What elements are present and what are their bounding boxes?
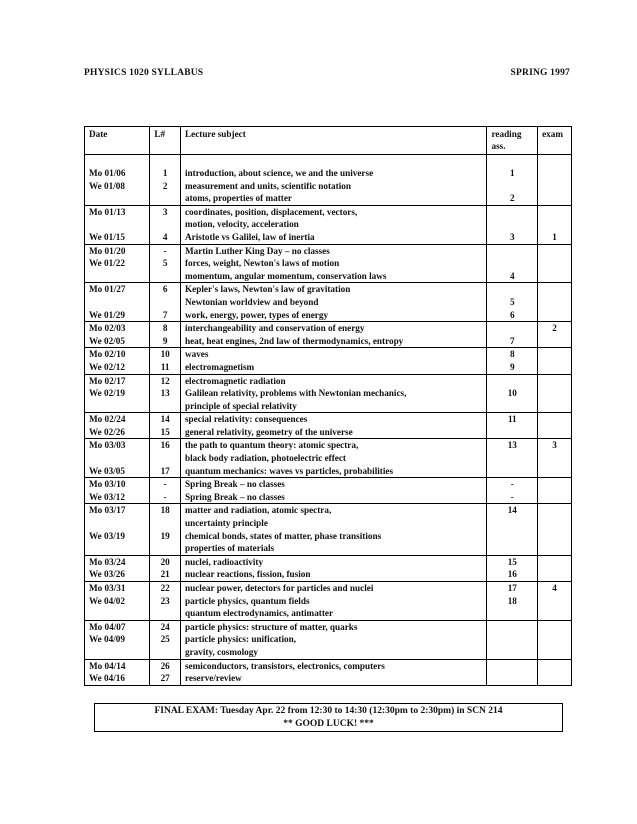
col-header-subject: Lecture subject — [180, 127, 487, 155]
reading-cell — [487, 620, 538, 633]
col-header-reading: reading ass. — [487, 127, 538, 155]
reading-cell: 9 — [487, 361, 538, 374]
table-row — [85, 270, 572, 283]
exam-cell — [538, 348, 572, 361]
exam-cell — [538, 192, 572, 205]
subject-cell: work, energy, power, types of energy — [180, 309, 487, 322]
lecture-number-cell: 20 — [150, 555, 181, 568]
col-header-date: Date — [85, 127, 150, 155]
subject-cell: atoms, properties of matter — [180, 192, 487, 205]
good-luck-message: ** GOOD LUCK! *** — [283, 718, 374, 729]
subject-cell: special relativity: consequences — [180, 413, 487, 426]
table-row — [85, 309, 572, 322]
table-row — [85, 620, 572, 633]
table-row — [85, 192, 572, 205]
date-cell: We 01/08 — [85, 180, 150, 193]
exam-cell — [538, 542, 572, 555]
lecture-number-cell — [150, 607, 181, 620]
subject-cell: electromagnetism — [180, 361, 487, 374]
date-cell: We 01/29 — [85, 309, 150, 322]
exam-cell — [538, 646, 572, 659]
reading-cell — [487, 465, 538, 478]
subject-cell: motion, velocity, acceleration — [180, 218, 487, 231]
reading-cell — [487, 283, 538, 296]
reading-cell: - — [487, 491, 538, 504]
reading-cell — [487, 672, 538, 685]
lecture-number-cell: 3 — [150, 205, 181, 218]
exam-cell — [538, 257, 572, 270]
date-cell: We 04/09 — [85, 633, 150, 646]
reading-cell — [487, 530, 538, 543]
date-cell: Mo 02/10 — [85, 348, 150, 361]
syllabus-table — [84, 126, 572, 686]
subject-cell: reserve/review — [180, 672, 487, 685]
exam-cell — [538, 491, 572, 504]
date-cell: Mo 03/31 — [85, 582, 150, 595]
lecture-number-cell: - — [150, 491, 181, 504]
table-row — [85, 465, 572, 478]
date-cell — [85, 542, 150, 555]
table-body — [85, 155, 572, 686]
date-cell: Mo 03/10 — [85, 478, 150, 491]
table-row — [85, 478, 572, 491]
subject-cell: principle of special relativity — [180, 400, 487, 413]
date-cell: Mo 04/07 — [85, 620, 150, 633]
exam-cell — [538, 568, 572, 581]
table-row — [85, 400, 572, 413]
reading-cell — [487, 257, 538, 270]
exam-cell — [538, 309, 572, 322]
lecture-number-cell: 21 — [150, 568, 181, 581]
final-exam-box — [94, 703, 563, 732]
exam-cell — [538, 426, 572, 439]
date-cell — [85, 452, 150, 465]
table-row — [85, 595, 572, 608]
lecture-number-cell — [150, 400, 181, 413]
subject-cell: coordinates, position, displacement, vectors, — [180, 205, 487, 218]
subject-cell: Spring Break – no classes — [180, 491, 487, 504]
subject-cell: gravity, cosmology — [180, 646, 487, 659]
table-row — [85, 387, 572, 400]
lecture-number-cell — [150, 192, 181, 205]
subject-cell: quantum mechanics: waves vs particles, probabilities — [180, 465, 487, 478]
date-cell: Mo 03/17 — [85, 504, 150, 517]
subject-cell: Newtonian worldview and beyond — [180, 296, 487, 309]
date-cell: We 03/19 — [85, 530, 150, 543]
exam-cell — [538, 413, 572, 426]
date-cell: We 02/12 — [85, 361, 150, 374]
reading-cell: 14 — [487, 504, 538, 517]
table-row — [85, 296, 572, 309]
table-row — [85, 504, 572, 517]
exam-cell: 2 — [538, 322, 572, 335]
subject-cell: particle physics: unification, — [180, 633, 487, 646]
table-row — [85, 607, 572, 620]
lecture-number-cell: - — [150, 244, 181, 257]
subject-cell: Aristotle vs Galilei, law of inertia — [180, 231, 487, 244]
date-cell: Mo 04/14 — [85, 659, 150, 672]
reading-cell — [487, 374, 538, 387]
lecture-number-cell: 18 — [150, 504, 181, 517]
subject-cell: measurement and units, scientific notation — [180, 180, 487, 193]
exam-cell — [538, 218, 572, 231]
subject-cell: introduction, about science, we and the universe — [180, 167, 487, 180]
date-cell: Mo 02/24 — [85, 413, 150, 426]
reading-cell: 5 — [487, 296, 538, 309]
table-row — [85, 348, 572, 361]
table-row — [85, 322, 572, 335]
table-row — [85, 335, 572, 348]
table-row — [85, 361, 572, 374]
lecture-number-cell: 7 — [150, 309, 181, 322]
date-cell: Mo 01/06 — [85, 167, 150, 180]
lecture-number-cell: 6 — [150, 283, 181, 296]
subject-cell: general relativity, geometry of the universe — [180, 426, 487, 439]
reading-cell — [487, 517, 538, 530]
semester-label: SPRING 1997 — [510, 68, 570, 78]
table-row — [85, 491, 572, 504]
date-cell: We 01/22 — [85, 257, 150, 270]
subject-cell: interchangeability and conservation of energy — [180, 322, 487, 335]
date-cell — [85, 270, 150, 283]
subject-cell: Martin Luther King Day – no classes — [180, 244, 487, 257]
date-cell: We 02/05 — [85, 335, 150, 348]
lecture-number-cell: 2 — [150, 180, 181, 193]
date-cell: We 03/05 — [85, 465, 150, 478]
subject-cell: Kepler's laws, Newton's law of gravitation — [180, 283, 487, 296]
lecture-number-cell: 16 — [150, 439, 181, 452]
subject-cell: nuclear power, detectors for particles and nuclei — [180, 582, 487, 595]
exam-cell — [538, 270, 572, 283]
lecture-number-cell — [150, 452, 181, 465]
table-row — [85, 205, 572, 218]
exam-cell — [538, 555, 572, 568]
exam-cell — [538, 296, 572, 309]
reading-cell: - — [487, 478, 538, 491]
subject-cell: nuclear reactions, fission, fusion — [180, 568, 487, 581]
lecture-number-cell — [150, 646, 181, 659]
reading-cell — [487, 218, 538, 231]
exam-cell — [538, 244, 572, 257]
col-header-lecture-number: L# — [150, 127, 181, 155]
table-row — [85, 517, 572, 530]
lecture-number-cell: 25 — [150, 633, 181, 646]
exam-cell — [538, 180, 572, 193]
lecture-number-cell: 4 — [150, 231, 181, 244]
table-row — [85, 672, 572, 685]
lecture-number-cell: 17 — [150, 465, 181, 478]
table-row — [85, 283, 572, 296]
spacer-row — [85, 155, 572, 168]
reading-cell: 16 — [487, 568, 538, 581]
reading-cell: 6 — [487, 309, 538, 322]
exam-cell — [538, 167, 572, 180]
reading-cell — [487, 607, 538, 620]
date-cell — [85, 218, 150, 231]
date-cell: We 04/16 — [85, 672, 150, 685]
exam-cell — [538, 374, 572, 387]
col-header-exam: exam — [538, 127, 572, 155]
subject-cell: Galilean relativity, problems with Newtonian mechanics, — [180, 387, 487, 400]
reading-cell — [487, 180, 538, 193]
reading-cell — [487, 646, 538, 659]
date-cell — [85, 517, 150, 530]
date-cell — [85, 607, 150, 620]
subject-cell: quantum electrodynamics, antimatter — [180, 607, 487, 620]
table-row — [85, 180, 572, 193]
table-row — [85, 452, 572, 465]
exam-cell — [538, 400, 572, 413]
subject-cell: forces, weight, Newton's laws of motion — [180, 257, 487, 270]
date-cell: We 02/26 — [85, 426, 150, 439]
exam-cell — [538, 452, 572, 465]
table-row — [85, 413, 572, 426]
table-row — [85, 218, 572, 231]
reading-cell: 18 — [487, 595, 538, 608]
reading-cell: 13 — [487, 439, 538, 452]
final-exam-info: FINAL EXAM: Tuesday Apr. 22 from 12:30 to 14:30 (12:30pm to 2:30pm) in SCN 214 — [154, 706, 503, 716]
subject-cell: black body radiation, photoelectric effect — [180, 452, 487, 465]
lecture-number-cell: 1 — [150, 167, 181, 180]
reading-cell — [487, 322, 538, 335]
table-row — [85, 659, 572, 672]
exam-cell — [538, 465, 572, 478]
lecture-number-cell: 10 — [150, 348, 181, 361]
subject-cell: particle physics: structure of matter, quarks — [180, 620, 487, 633]
lecture-number-cell: 24 — [150, 620, 181, 633]
exam-cell — [538, 478, 572, 491]
reading-cell: 4 — [487, 270, 538, 283]
date-cell: Mo 02/03 — [85, 322, 150, 335]
subject-cell: semiconductors, transistors, electronics, computers — [180, 659, 487, 672]
date-cell — [85, 646, 150, 659]
reading-cell: 1 — [487, 167, 538, 180]
table-row — [85, 568, 572, 581]
exam-cell — [538, 595, 572, 608]
exam-cell — [538, 672, 572, 685]
exam-cell: 3 — [538, 439, 572, 452]
reading-cell: 7 — [487, 335, 538, 348]
exam-cell — [538, 335, 572, 348]
table-row — [85, 633, 572, 646]
exam-cell — [538, 530, 572, 543]
reading-cell: 11 — [487, 413, 538, 426]
table-row — [85, 439, 572, 452]
date-cell: We 02/19 — [85, 387, 150, 400]
reading-cell — [487, 633, 538, 646]
exam-cell — [538, 205, 572, 218]
exam-cell — [538, 361, 572, 374]
date-cell: Mo 01/20 — [85, 244, 150, 257]
subject-cell: the path to quantum theory: atomic spectra, — [180, 439, 487, 452]
subject-cell: uncertainty principle — [180, 517, 487, 530]
lecture-number-cell: 22 — [150, 582, 181, 595]
lecture-number-cell: 14 — [150, 413, 181, 426]
exam-cell — [538, 387, 572, 400]
lecture-number-cell — [150, 542, 181, 555]
reading-cell: 8 — [487, 348, 538, 361]
date-cell: We 04/02 — [85, 595, 150, 608]
date-cell: We 01/15 — [85, 231, 150, 244]
exam-cell — [538, 504, 572, 517]
reading-cell — [487, 426, 538, 439]
reading-cell: 17 — [487, 582, 538, 595]
exam-cell — [538, 607, 572, 620]
reading-cell — [487, 400, 538, 413]
lecture-number-cell: 27 — [150, 672, 181, 685]
exam-cell — [538, 620, 572, 633]
table-row — [85, 231, 572, 244]
subject-cell: momentum, angular momentum, conservation laws — [180, 270, 487, 283]
table-row — [85, 374, 572, 387]
reading-cell — [487, 452, 538, 465]
table-row — [85, 167, 572, 180]
table-row — [85, 244, 572, 257]
date-cell — [85, 192, 150, 205]
date-cell: Mo 02/17 — [85, 374, 150, 387]
date-cell — [85, 296, 150, 309]
subject-cell: chemical bonds, states of matter, phase transitions — [180, 530, 487, 543]
lecture-number-cell: - — [150, 478, 181, 491]
exam-cell — [538, 659, 572, 672]
lecture-number-cell: 13 — [150, 387, 181, 400]
subject-cell: waves — [180, 348, 487, 361]
exam-cell: 1 — [538, 231, 572, 244]
lecture-number-cell: 19 — [150, 530, 181, 543]
exam-cell — [538, 517, 572, 530]
lecture-number-cell: 23 — [150, 595, 181, 608]
table-row — [85, 530, 572, 543]
reading-cell: 10 — [487, 387, 538, 400]
exam-cell — [538, 633, 572, 646]
lecture-number-cell — [150, 218, 181, 231]
reading-cell — [487, 542, 538, 555]
lecture-number-cell: 11 — [150, 361, 181, 374]
subject-cell: properties of materials — [180, 542, 487, 555]
lecture-number-cell — [150, 270, 181, 283]
exam-cell: 4 — [538, 582, 572, 595]
subject-cell: Spring Break – no classes — [180, 478, 487, 491]
lecture-number-cell: 12 — [150, 374, 181, 387]
reading-cell: 2 — [487, 192, 538, 205]
date-cell: We 03/26 — [85, 568, 150, 581]
date-cell — [85, 400, 150, 413]
lecture-number-cell: 15 — [150, 426, 181, 439]
table-row — [85, 646, 572, 659]
subject-cell: nuclei, radioactivity — [180, 555, 487, 568]
lecture-number-cell: 5 — [150, 257, 181, 270]
date-cell: Mo 03/03 — [85, 439, 150, 452]
reading-cell — [487, 205, 538, 218]
date-cell: Mo 01/27 — [85, 283, 150, 296]
lecture-number-cell — [150, 517, 181, 530]
table-row — [85, 542, 572, 555]
exam-cell — [538, 283, 572, 296]
date-cell: Mo 01/13 — [85, 205, 150, 218]
lecture-number-cell — [150, 296, 181, 309]
date-cell: We 03/12 — [85, 491, 150, 504]
reading-cell: 15 — [487, 555, 538, 568]
reading-cell — [487, 244, 538, 257]
subject-cell: particle physics, quantum fields — [180, 595, 487, 608]
reading-cell: 3 — [487, 231, 538, 244]
table-row — [85, 555, 572, 568]
subject-cell: matter and radiation, atomic spectra, — [180, 504, 487, 517]
subject-cell: electromagnetic radiation — [180, 374, 487, 387]
table-header-row — [85, 127, 572, 155]
lecture-number-cell: 9 — [150, 335, 181, 348]
lecture-number-cell: 26 — [150, 659, 181, 672]
date-cell: Mo 03/24 — [85, 555, 150, 568]
lecture-number-cell: 8 — [150, 322, 181, 335]
reading-cell — [487, 659, 538, 672]
table-row — [85, 257, 572, 270]
table-row — [85, 582, 572, 595]
subject-cell: heat, heat engines, 2nd law of thermodynamics, entropy — [180, 335, 487, 348]
syllabus-title: PHYSICS 1020 SYLLABUS — [84, 68, 204, 78]
table-row — [85, 426, 572, 439]
